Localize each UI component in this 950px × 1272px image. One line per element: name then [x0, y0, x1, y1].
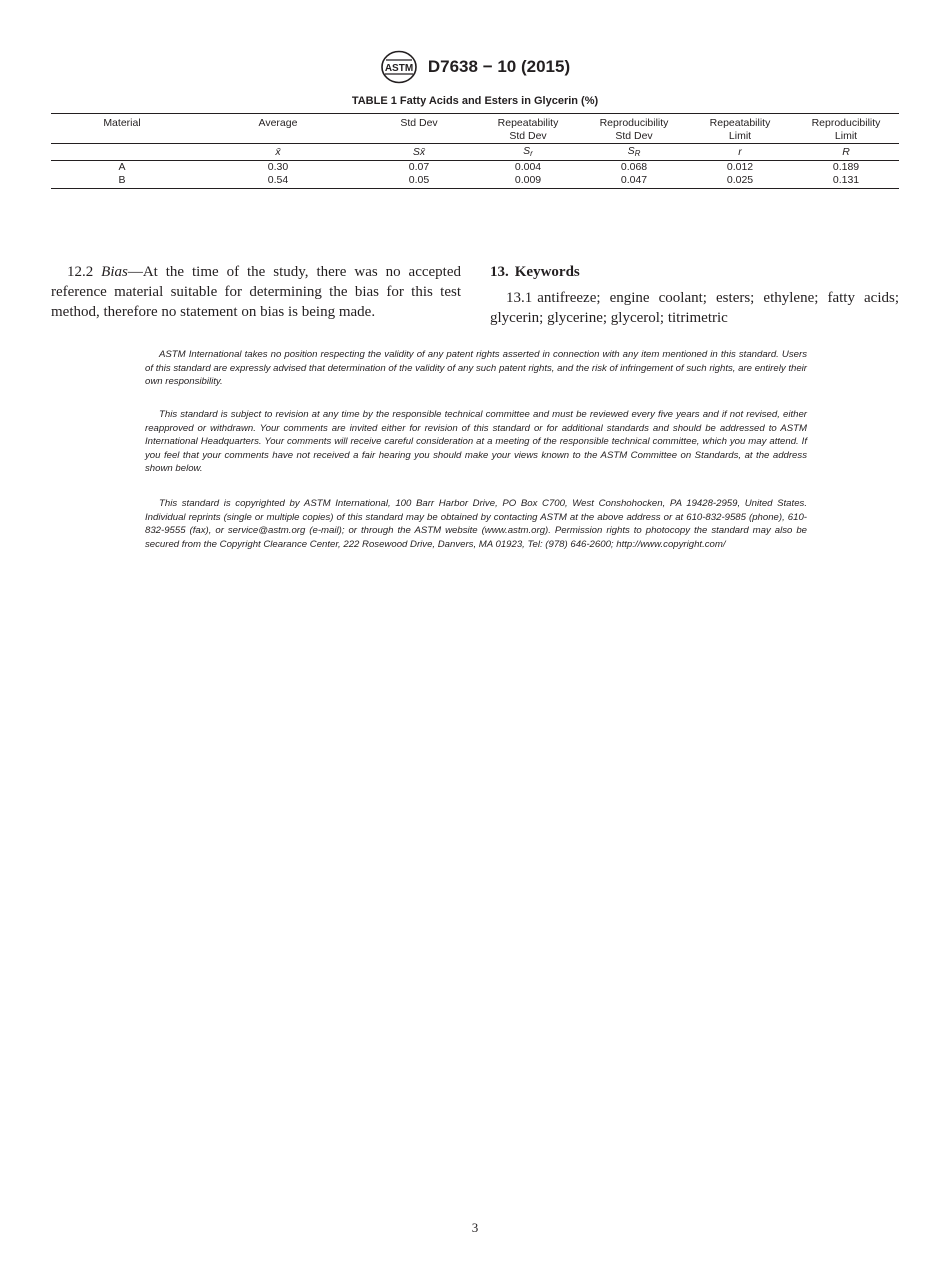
patent-notice: ASTM International takes no position respecting the validity of any patent rights asserted in connection with any item mentioned in this standard. Users of this standard are expressly advised that determination of the validity of any such patent rights, and the risk of infringement of such rights, are entirely their own responsibility. [145, 349, 807, 387]
astm-logo-icon [380, 50, 418, 84]
symbol-average: x̄ [193, 144, 363, 161]
section-number: 12.2 [67, 264, 94, 280]
col-header-material: Material [51, 114, 193, 144]
keywords-paragraph [490, 288, 899, 328]
astm-logo-text: ASTM [384, 63, 414, 74]
table-row [51, 174, 899, 189]
symbol-repeatability-limit: r [687, 144, 793, 161]
bias-text: —At the time of the study, there was no accepted reference material suitable for determining the bias for this test method, therefore no statement on bias is being made. [51, 264, 461, 320]
col-header-std-dev: Std Dev [363, 114, 475, 144]
table-cell: 0.07 [408, 161, 430, 173]
table-cell: 0.189 [832, 161, 860, 173]
table-header-row [51, 114, 899, 144]
table-cell: 0.30 [267, 161, 289, 173]
table-cell: 0.05 [363, 174, 475, 189]
table-cell: 0.131 [793, 174, 899, 189]
keywords-list: antifreeze; engine coolant; esters; ethylene; fatty acids; glycerin; glycerine; glycerol; titrimetric [490, 290, 899, 326]
table-cell: 0.068 [620, 161, 648, 173]
table-cell: A [118, 161, 126, 173]
fatty-acids-table [51, 113, 899, 189]
page-number: 3 [471, 1220, 479, 1235]
col-header-reproducibility-std-dev: Reproducibility Std Dev [581, 114, 687, 144]
table-cell: 0.009 [475, 174, 581, 189]
bias-paragraph [51, 262, 461, 322]
revision-notice: This standard is subject to revision at any time by the responsible technical committee and must be reviewed every five years and if not revised, either reapproved or withdrawn. Your comments are invited either for revision of this standard or for additional standards and should be addressed to ASTM International Headquarters. Your comments will receive careful consideration at a meeting of the responsible technical committee, which you may attend. If you feel that your comments have not received a fair hearing you should make your views known to the ASTM Committee on Standards, at the address shown below. [145, 409, 807, 474]
symbol-reproducibility-std-dev: $S_R$ [581, 144, 687, 161]
table-cell: B [51, 174, 193, 189]
standard-designation: D7638 − 10 (2015) [427, 57, 571, 76]
symbol-reproducibility-limit: R [793, 144, 899, 161]
col-header-repeatability-std-dev: Repeatability Std Dev [475, 114, 581, 144]
col-header-repeatability-limit: Repeatability Limit [687, 114, 793, 144]
copyright-notice: This standard is copyrighted by ASTM International, 100 Barr Harbor Drive, PO Box C700, West Conshohocken, PA 19428-2959, United States. Individual reprints (single or multiple copies) of this standard may be obtained by contacting ASTM at the above address or at 610-832-9585 (phone), 610-832-9555 (fax), or service@astm.org (e-mail); or through the ASTM website (www.astm.org). Permission rights to photocopy the standard may also be secured from the Copyright Clearance Center, 222 Rosewood Drive, Danvers, MA 01923, Tel: (978) 646-2600; http://www.copyright.com/ [145, 498, 807, 550]
table-cell: 0.025 [687, 174, 793, 189]
bias-term: Bias [101, 264, 128, 280]
table-title: TABLE 1 Fatty Acids and Esters in Glycerin (%) [351, 95, 599, 107]
table-row [51, 161, 899, 175]
heading-text: Keywords [514, 264, 580, 280]
document-header [0, 50, 950, 84]
keywords-heading [490, 262, 899, 282]
heading-number: 13. [490, 264, 509, 280]
col-header-average: Average [193, 114, 363, 144]
section-13-keywords [490, 262, 899, 328]
symbol-std-dev: Sx̄ [363, 144, 475, 161]
col-header-reproducibility-limit: Reproducibility Limit [793, 114, 899, 144]
symbol-repeatability-std-dev: $S_r$ [475, 144, 581, 161]
keywords-number: 13.1 [506, 290, 533, 306]
table-cell: 0.004 [514, 161, 542, 173]
section-12-2-bias [51, 262, 461, 322]
table-cell: 0.047 [581, 174, 687, 189]
table-symbol-row [51, 144, 899, 161]
table-cell: 0.012 [726, 161, 754, 173]
table-cell: 0.54 [193, 174, 363, 189]
symbol-material [51, 144, 193, 161]
